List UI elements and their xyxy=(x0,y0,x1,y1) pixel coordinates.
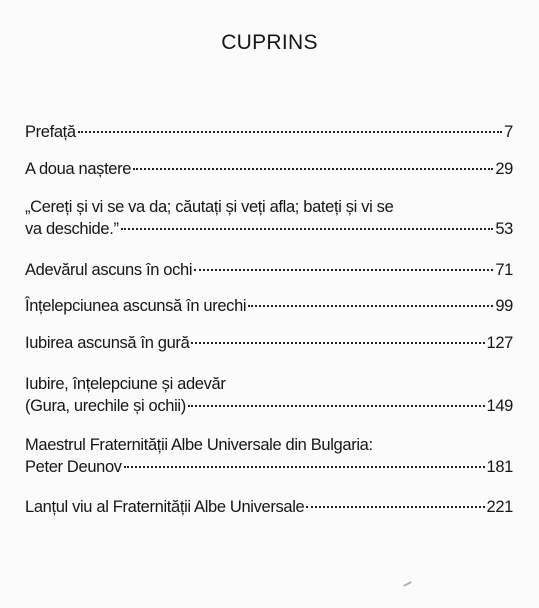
toc-entry-a-doua-nastere xyxy=(25,158,513,180)
dot-leader xyxy=(191,342,484,344)
toc-line xyxy=(25,456,513,478)
dot-leader xyxy=(121,228,494,230)
toc-entry-prefata xyxy=(25,121,513,143)
toc-entry-adevarul xyxy=(25,259,513,281)
toc-line xyxy=(25,295,513,317)
toc-page-number: 29 xyxy=(495,160,513,178)
toc-page-number: 149 xyxy=(486,397,513,415)
toc-entry-iubirea xyxy=(25,332,513,354)
toc-entry-title: (Gura, urechile și ochii) xyxy=(25,397,186,415)
toc-line xyxy=(25,332,513,354)
dot-leader xyxy=(78,131,502,133)
dot-leader xyxy=(124,466,485,468)
dot-leader xyxy=(306,506,484,508)
toc-entry-title: Prefață xyxy=(25,123,76,141)
toc-line xyxy=(25,259,513,281)
dot-leader xyxy=(133,168,493,170)
dot-leader xyxy=(194,269,493,271)
toc-entry-title: va deschide.” xyxy=(25,220,119,238)
toc-line xyxy=(25,434,513,456)
toc-page-number: 127 xyxy=(486,334,513,352)
toc-entry-title: Înțelepciunea ascunsă în urechi xyxy=(25,297,247,315)
toc-page-number: 181 xyxy=(486,458,513,476)
toc-line xyxy=(25,158,513,180)
toc-entry-title: Peter Deunov xyxy=(25,458,122,476)
paper-mark xyxy=(403,581,412,587)
toc-line xyxy=(25,373,513,395)
toc-entry-iubire-intelepciune-adevar xyxy=(25,373,513,417)
toc-entry-title: A doua naștere xyxy=(25,160,132,178)
toc-entry-title-line: Iubire, înțelepciune și adevăr xyxy=(25,375,226,393)
dot-leader xyxy=(248,305,493,307)
toc-entry-title: Lanțul viu al Fraternității Albe Universale xyxy=(25,498,305,516)
toc-entry-title: Iubirea ascunsă în gură xyxy=(25,334,190,352)
page-title: CUPRINS xyxy=(221,31,318,54)
toc-page-number: 53 xyxy=(495,220,513,238)
toc-page-number: 71 xyxy=(495,261,513,279)
toc-entry-intelepciunea xyxy=(25,295,513,317)
toc-entry-title-line: Maestrul Fraternității Albe Universale din Bulgaria: xyxy=(25,436,373,454)
dot-leader xyxy=(188,405,485,407)
toc-page-number: 99 xyxy=(495,297,513,315)
toc-entry-title: Adevărul ascuns în ochi xyxy=(25,261,193,279)
toc-entry-title-line: „Cereți și vi se va da; căutați și veți afla; bateți și vi se xyxy=(25,198,394,216)
toc-line xyxy=(25,196,513,218)
toc-line xyxy=(25,395,513,417)
toc-entry-cereti xyxy=(25,196,513,240)
toc-line xyxy=(25,121,513,143)
toc-line xyxy=(25,218,513,240)
toc-entry-maestrul xyxy=(25,434,513,478)
toc-page-number: 7 xyxy=(504,123,513,141)
toc-page-number: 221 xyxy=(486,498,513,516)
toc-entry-lantul-viu xyxy=(25,496,513,518)
toc-line xyxy=(25,496,513,518)
